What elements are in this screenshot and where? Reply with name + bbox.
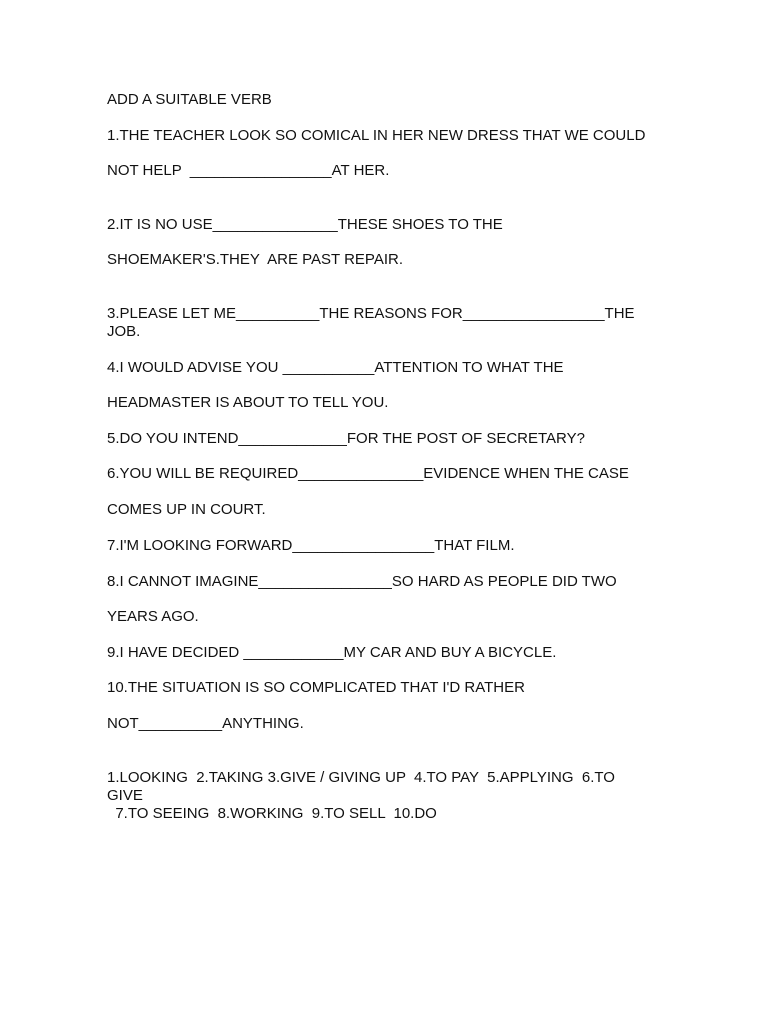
question-6-line-2: COMES UP IN COURT. xyxy=(107,501,266,518)
question-2-line-1: 2.IT IS NO USE_______________THESE SHOES TO THE xyxy=(107,216,503,233)
question-10-line-2: NOT__________ANYTHING. xyxy=(107,715,304,732)
question-6-line-1: 6.YOU WILL BE REQUIRED_______________EVIDENCE WHEN THE CASE xyxy=(107,465,629,482)
question-8-line-2: YEARS AGO. xyxy=(107,608,199,625)
question-7-line: 7.I'M LOOKING FORWARD_________________THAT FILM. xyxy=(107,537,515,554)
question-5-line: 5.DO YOU INTEND_____________FOR THE POST OF SECRETARY? xyxy=(107,430,585,447)
answer-key-line-1: 1.LOOKING 2.TAKING 3.GIVE / GIVING UP 4.TO PAY 5.APPLYING 6.TO xyxy=(107,769,615,786)
answer-key-line-3: 7.TO SEEING 8.WORKING 9.TO SELL 10.DO xyxy=(107,805,437,822)
question-3-line-2: JOB. xyxy=(107,323,141,340)
question-3-line-1: 3.PLEASE LET ME__________THE REASONS FOR_________________THE xyxy=(107,305,635,322)
question-4-line-1: 4.I WOULD ADVISE YOU ___________ATTENTION TO WHAT THE xyxy=(107,359,564,376)
question-4-line-2: HEADMASTER IS ABOUT TO TELL YOU. xyxy=(107,394,389,411)
question-1-line-2: NOT HELP _________________AT HER. xyxy=(107,162,390,179)
question-1-line-1: 1.THE TEACHER LOOK SO COMICAL IN HER NEW DRESS THAT WE COULD xyxy=(107,127,646,144)
question-8-line-1: 8.I CANNOT IMAGINE________________SO HARD AS PEOPLE DID TWO xyxy=(107,573,617,590)
worksheet-heading: ADD A SUITABLE VERB xyxy=(107,91,272,108)
answer-key-line-2: GIVE xyxy=(107,787,143,804)
question-2-line-2: SHOEMAKER'S.THEY ARE PAST REPAIR. xyxy=(107,251,404,268)
question-10-line-1: 10.THE SITUATION IS SO COMPLICATED THAT I'D RATHER xyxy=(107,679,525,696)
question-9-line: 9.I HAVE DECIDED ____________MY CAR AND BUY A BICYCLE. xyxy=(107,644,557,661)
